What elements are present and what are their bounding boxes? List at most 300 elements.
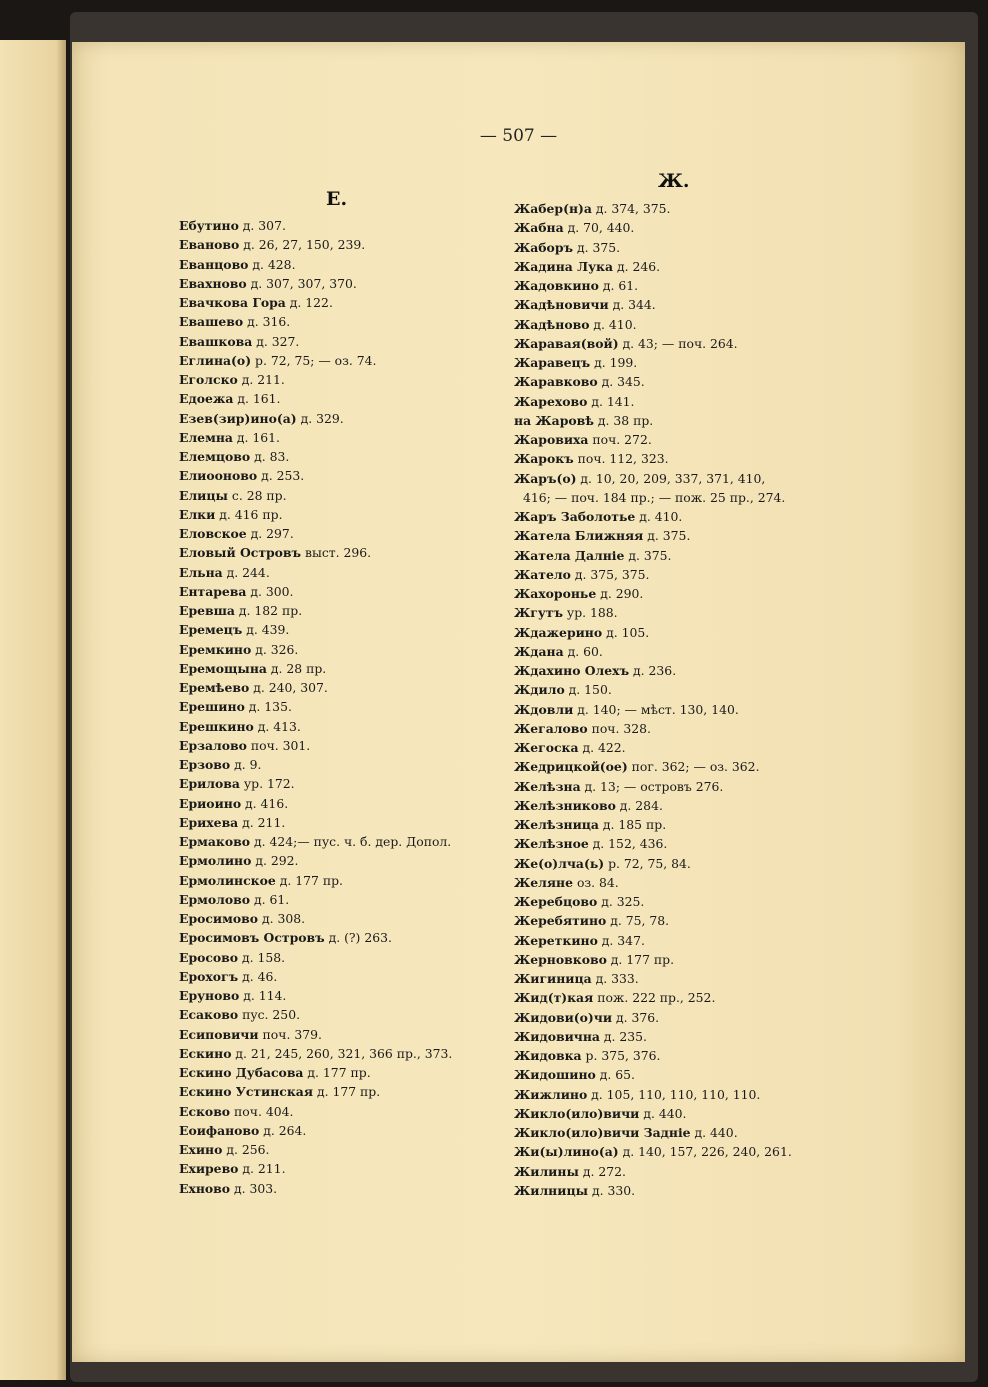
index-entry <box>179 1025 452 1044</box>
page-reference: д. 185 пр. <box>602 817 667 832</box>
index-entry <box>179 293 452 312</box>
place-name: Елицы <box>179 487 228 503</box>
left-column-heading: Е. <box>326 188 348 210</box>
place-name: Еросимово <box>179 911 259 926</box>
place-name: Же(о)лча(ь) <box>514 855 605 871</box>
place-name: Ехино <box>179 1142 223 1157</box>
index-entry <box>514 969 792 988</box>
place-name: Желѣзница <box>514 817 599 832</box>
place-name: Жадѣновичи <box>514 297 609 313</box>
page-reference: д. 416. <box>245 795 289 811</box>
place-name: Жикло(ило)вичи <box>514 1105 640 1121</box>
index-entry <box>514 546 792 565</box>
place-name: Ентарева <box>179 583 247 599</box>
place-name: Еванцово <box>179 256 249 272</box>
page-reference: поч. 112, 323. <box>577 451 669 467</box>
page-reference: д. 410. <box>593 316 637 332</box>
place-name: Жаравая(вой) <box>514 335 619 351</box>
page-reference: д. 211. <box>242 814 286 830</box>
place-name: Ескино Дубасова <box>179 1065 304 1080</box>
page-reference: д. 105. <box>606 624 650 640</box>
page-reference: д. 439. <box>246 622 290 638</box>
page-reference: д. 345. <box>601 374 645 390</box>
page-reference: поч. 404. <box>234 1103 294 1119</box>
index-entry <box>179 755 452 774</box>
page-reference: д. 264. <box>263 1122 307 1138</box>
page-reference: д. 61. <box>602 278 639 293</box>
index-entry <box>514 1123 792 1142</box>
page-reference: д. 235. <box>603 1028 647 1044</box>
place-name: Жадина Лука <box>514 258 614 274</box>
index-entry <box>179 813 452 832</box>
place-name: Ескино Устинская <box>179 1084 313 1100</box>
index-entry <box>514 315 792 334</box>
index-entry <box>514 1027 792 1046</box>
index-entry <box>179 351 452 370</box>
place-name: Жи(ы)лино(а) <box>514 1144 619 1160</box>
page-reference: д. 105, 110, 110, 110, 110. <box>591 1086 761 1102</box>
page-reference: ур. 172. <box>243 776 295 792</box>
place-name: Едоежа <box>179 391 234 407</box>
left-page-edge <box>0 40 66 1380</box>
place-name: Жаръ Заболотье <box>514 509 636 524</box>
page-reference: д. 256. <box>226 1142 270 1157</box>
page-reference: д. 46. <box>242 968 278 984</box>
place-name: Езев(зир)ино(а) <box>179 410 297 426</box>
place-name: Жатела Ближняя <box>514 528 644 544</box>
index-entry <box>514 411 792 430</box>
place-name: Ждахино Олехъ <box>514 663 630 678</box>
page-reference-continued: 416; — поч. 184 пр.; — пож. 25 пр., 274. <box>523 489 786 505</box>
place-name: Еоифаново <box>179 1122 260 1138</box>
index-entry <box>179 659 452 678</box>
index-entry <box>179 409 452 428</box>
page-reference: д. 140, 157, 226, 240, 261. <box>622 1144 792 1160</box>
index-entry <box>514 815 792 834</box>
index-entry <box>514 334 792 353</box>
place-name: Жидови(о)чи <box>514 1009 613 1025</box>
page-reference: поч. 301. <box>250 737 311 753</box>
index-entry <box>179 466 452 485</box>
place-name: Жаръ(о) <box>514 470 577 486</box>
page-reference: д. 43; — поч. 264. <box>622 335 738 351</box>
page-reference: д. 246. <box>616 258 661 274</box>
page-reference: д. 330. <box>591 1182 636 1198</box>
page-reference: д. 158. <box>242 949 286 965</box>
index-entry <box>179 332 452 351</box>
index-entry <box>514 623 792 642</box>
page-reference: д. 60. <box>567 643 603 659</box>
place-name: Ерунoво <box>179 988 240 1003</box>
place-name: Еросимовъ Островъ <box>179 930 325 946</box>
page-reference: д. 83. <box>254 449 290 464</box>
place-name: Ждана <box>514 643 564 659</box>
page-reference: д. 114. <box>243 988 287 1003</box>
place-name: Жижлино <box>514 1086 588 1102</box>
place-name: Еваново <box>179 237 240 253</box>
page-reference: д. 292. <box>255 853 299 869</box>
page-reference: д. 440. <box>694 1125 738 1140</box>
index-entry <box>179 794 452 813</box>
index-entry <box>179 890 452 909</box>
index-entry <box>514 700 792 719</box>
index-entry <box>179 216 452 235</box>
page-reference: д. 38 пр. <box>597 412 654 428</box>
index-entry <box>179 312 452 331</box>
page-reference: р. 72, 75; — оз. 74. <box>255 352 377 368</box>
index-entry <box>179 274 452 293</box>
index-entry <box>514 911 792 930</box>
index-entry <box>179 447 452 466</box>
page-reference: д. 141. <box>591 393 635 409</box>
place-name: Жидовична <box>514 1028 600 1044</box>
place-name: Жаровиха <box>514 432 589 447</box>
page-reference: д. 140; — мѣст. 130, 140. <box>577 701 739 717</box>
index-entry <box>514 584 792 603</box>
index-entry <box>179 370 452 389</box>
index-entry <box>514 1104 792 1123</box>
place-name: Жилины <box>514 1163 579 1179</box>
place-name: Ерзово <box>179 757 231 772</box>
page-reference: ур. 188. <box>566 605 618 621</box>
index-entry <box>179 486 452 505</box>
page-reference: д. 375, 375. <box>574 566 650 582</box>
place-name: Жедрицкой(ое) <box>514 759 628 775</box>
index-entry <box>179 909 452 928</box>
place-name: Ерешкино <box>179 718 254 734</box>
page-reference: р. 72, 75, 84. <box>608 855 691 871</box>
place-name: Ескино <box>179 1045 232 1061</box>
place-name: Жахоронье <box>514 586 597 601</box>
page-reference: д. 70, 440. <box>567 220 635 236</box>
page-reference: д. 122. <box>289 295 333 310</box>
index-entry <box>514 1046 792 1065</box>
index-entry <box>179 736 452 755</box>
place-name: Желѣзное <box>514 836 589 852</box>
place-name: Елки <box>179 506 216 522</box>
index-entry <box>514 449 792 468</box>
index-entry <box>179 1179 452 1198</box>
index-entry <box>514 507 792 526</box>
page-reference: д. 307, 307, 370. <box>250 275 357 291</box>
place-name: Ермолинское <box>179 872 276 888</box>
page-reference: д. 303. <box>234 1180 278 1196</box>
index-entry <box>514 950 792 969</box>
place-name: Жаборъ <box>514 239 573 255</box>
place-name: Ермолово <box>179 891 251 907</box>
place-name: Жилницы <box>514 1182 589 1198</box>
page-reference: д. 428. <box>252 256 296 272</box>
place-name: Жидовка <box>514 1048 582 1063</box>
index-entry <box>514 218 792 237</box>
place-name: Елиоонoво <box>179 468 258 484</box>
place-name: Еремкино <box>179 641 252 657</box>
place-name: Ехново <box>179 1180 231 1196</box>
page-reference: д. 177 пр. <box>316 1084 381 1100</box>
index-entry <box>179 389 452 408</box>
index-entry <box>514 469 792 508</box>
index-entry <box>514 238 792 257</box>
right-column-entries <box>514 199 792 1200</box>
page-reference: д. 300. <box>250 583 294 599</box>
index-entry <box>514 777 792 796</box>
right-column-heading: Ж. <box>658 170 690 192</box>
page-reference: д. 182 пр. <box>238 603 303 618</box>
page-reference: д. 13; — островъ 276. <box>584 778 724 794</box>
place-name: Ждовли <box>514 701 574 717</box>
index-entry <box>179 832 452 851</box>
page-reference: д. 211. <box>242 1161 286 1177</box>
place-name: Еросово <box>179 949 239 965</box>
place-name: Еремощына <box>179 660 267 676</box>
place-name: Жатела Далніе <box>514 547 625 563</box>
page-reference: д. 152, 436. <box>592 836 668 852</box>
page-reference: д. 290. <box>600 586 644 601</box>
index-entry <box>179 543 452 562</box>
index-entry <box>514 854 792 873</box>
index-entry <box>514 796 792 815</box>
left-column-entries <box>179 216 452 1198</box>
place-name: Жадѣново <box>514 316 590 332</box>
index-entry <box>514 1065 792 1084</box>
place-name: Жигиница <box>514 971 592 986</box>
index-entry <box>514 892 792 911</box>
place-name: Елемна <box>179 429 233 445</box>
place-name: Жабер(н)а <box>514 201 592 216</box>
place-name: Жикло(ило)вичи Задніе <box>514 1125 691 1140</box>
place-name: Елемцово <box>179 449 251 464</box>
page-reference: д. 307. <box>242 218 286 233</box>
index-entry <box>179 505 452 524</box>
page-reference: д. 177 пр. <box>279 872 343 888</box>
page-reference: д. 375. <box>647 528 691 544</box>
place-name: Жатело <box>514 566 571 582</box>
index-entry <box>514 738 792 757</box>
index-entry <box>179 1063 452 1082</box>
index-entry <box>179 967 452 986</box>
place-name: Есиповичи <box>179 1026 259 1042</box>
page-reference: д. 240, 307. <box>253 680 328 695</box>
place-name: Еголско <box>179 372 238 387</box>
index-entry <box>514 392 792 411</box>
index-entry <box>179 563 452 582</box>
place-name: Жид(т)кая <box>514 990 594 1006</box>
page-reference: д. 308. <box>261 911 306 926</box>
place-name: Еловское <box>179 526 247 541</box>
index-entry <box>179 640 452 659</box>
page-reference: д. 61. <box>253 891 290 907</box>
page-reference: д. 375. <box>576 239 621 255</box>
place-name: Еремѣево <box>179 680 250 695</box>
index-entry <box>514 661 792 680</box>
index-entry <box>179 428 452 447</box>
page-reference: д. 297. <box>250 526 294 541</box>
page-reference: с. 28 пр. <box>231 487 287 503</box>
place-name: Жегалово <box>514 720 588 736</box>
index-entry <box>179 235 452 254</box>
place-name: Ехирево <box>179 1161 239 1177</box>
page-reference: пус. 250. <box>242 1007 301 1023</box>
page-reference: д. 284. <box>619 797 663 813</box>
page-reference: д. 410. <box>639 509 683 524</box>
index-entry <box>514 988 792 1007</box>
place-name: Жгутъ <box>514 605 563 621</box>
index-entry <box>179 524 452 543</box>
page-reference: д. 21, 245, 260, 321, 366 пр., 373. <box>235 1045 453 1061</box>
page-reference: выст. 296. <box>305 545 372 561</box>
index-entry <box>179 1102 452 1121</box>
page-reference: д. 26, 27, 150, 239. <box>243 237 366 253</box>
index-entry <box>514 353 792 372</box>
place-name: Еловый Островъ <box>179 545 302 561</box>
index-entry <box>179 1159 452 1178</box>
index-entry <box>179 1140 452 1159</box>
index-entry <box>179 948 452 967</box>
index-entry <box>179 1044 452 1063</box>
place-name: Жерновково <box>514 951 607 967</box>
index-entry <box>179 851 452 870</box>
index-entry <box>179 986 452 1005</box>
index-entry <box>179 1121 452 1140</box>
index-entry <box>514 430 792 449</box>
page-reference: д. 376. <box>615 1009 660 1025</box>
index-entry <box>514 1181 792 1200</box>
place-name: Жеребцово <box>514 894 598 909</box>
place-name: Ельна <box>179 564 223 580</box>
page-reference: д. 329. <box>300 410 344 426</box>
place-name: Еревша <box>179 603 235 618</box>
place-name: Жадовкино <box>514 278 599 293</box>
page-reference: д. 325. <box>601 894 645 909</box>
place-name: Желяне <box>514 874 573 890</box>
page-reference: д. 440. <box>643 1105 687 1121</box>
page-reference: д. 253. <box>261 468 305 484</box>
page-reference: д. 333. <box>595 971 639 986</box>
page-number: — 507 — <box>479 126 558 146</box>
place-name: Евашево <box>179 314 244 330</box>
place-name: Еглина(о) <box>179 352 252 368</box>
page-reference: д. 75, 78. <box>610 913 670 929</box>
page-reference: д. 199. <box>594 355 638 370</box>
index-entry <box>179 1005 452 1024</box>
page-reference: д. 424;— пус. ч. б. дер. Допол. <box>253 834 452 849</box>
index-entry <box>179 717 452 736</box>
index-entry <box>514 642 792 661</box>
page-reference: д. (?) 263. <box>328 930 392 946</box>
place-name: Жабна <box>514 220 564 236</box>
index-entry <box>514 757 792 776</box>
index-entry <box>514 1085 792 1104</box>
index-entry <box>514 526 792 545</box>
index-entry <box>179 928 452 947</box>
page-reference: д. 150. <box>568 682 612 698</box>
index-entry <box>179 582 452 601</box>
place-name: Ерзалово <box>179 737 247 753</box>
place-name: Ермолино <box>179 853 252 869</box>
page-reference: д. 272. <box>582 1163 626 1179</box>
place-name: Жеребятино <box>514 913 607 929</box>
page-reference: поч. 272. <box>592 432 652 447</box>
index-entry <box>179 601 452 620</box>
place-name: Ждажерино <box>514 624 603 640</box>
place-name: Жарокъ <box>514 451 574 467</box>
page-reference: р. 375, 376. <box>585 1048 661 1063</box>
page-reference: поч. 379. <box>262 1026 322 1042</box>
page-reference: д. 347. <box>601 932 645 948</box>
place-name: Евашкова <box>179 333 253 349</box>
index-entry <box>514 931 792 950</box>
page-reference: д. 135. <box>248 699 292 715</box>
index-entry <box>179 255 452 274</box>
place-name: Ерешино <box>179 699 245 715</box>
place-name: на Жаровѣ <box>514 412 594 428</box>
index-entry <box>514 257 792 276</box>
page-reference: д. 177 пр. <box>610 951 675 967</box>
index-entry <box>514 873 792 892</box>
page-reference: оз. 84. <box>576 874 619 890</box>
place-name: Жидошино <box>514 1067 596 1083</box>
place-name: Жарехово <box>514 393 588 409</box>
index-entry <box>514 1162 792 1181</box>
index-entry <box>514 295 792 314</box>
page-reference: д. 327. <box>256 333 300 349</box>
index-entry <box>514 199 792 218</box>
index-entry <box>179 871 452 890</box>
place-name: Желѣзниково <box>514 797 616 813</box>
page-reference: д. 161. <box>236 429 280 445</box>
index-entry <box>514 719 792 738</box>
place-name: Ериоино <box>179 795 242 811</box>
page-reference: д. 316. <box>247 314 291 330</box>
place-name: Жегоска <box>514 740 579 755</box>
place-name: Ермаково <box>179 834 250 849</box>
page-reference: д. 374, 375. <box>595 201 671 216</box>
page-reference: д. 326. <box>255 641 299 657</box>
page-reference: д. 413. <box>257 718 301 734</box>
index-entry <box>514 276 792 295</box>
index-entry <box>179 678 452 697</box>
index-entry <box>179 1082 452 1101</box>
index-entry <box>179 697 452 716</box>
place-name: Еремецъ <box>179 622 243 638</box>
index-entry <box>514 1008 792 1027</box>
book-page <box>72 42 965 1362</box>
page-reference: д. 344. <box>612 297 656 313</box>
index-entry <box>514 372 792 391</box>
place-name: Ерихева <box>179 814 239 830</box>
page-reference: д. 177 пр. <box>307 1065 371 1080</box>
place-name: Ждило <box>514 682 565 698</box>
page-reference: д. 211. <box>241 372 285 387</box>
page-reference: д. 236. <box>633 663 677 678</box>
index-entry <box>179 620 452 639</box>
page-reference: пог. 362; — оз. 362. <box>631 759 760 775</box>
place-name: Ерилова <box>179 776 240 792</box>
index-entry <box>514 603 792 622</box>
page-reference: пож. 222 пр., 252. <box>597 990 716 1006</box>
place-name: Жаравково <box>514 374 598 390</box>
place-name: Жаравецъ <box>514 355 591 370</box>
page-reference: д. 65. <box>599 1067 635 1083</box>
index-entry <box>514 834 792 853</box>
place-name: Есаково <box>179 1007 239 1023</box>
place-name: Ебутино <box>179 218 239 233</box>
place-name: Ерохогъ <box>179 968 239 984</box>
page-reference: д. 416 пр. <box>219 506 283 522</box>
place-name: Есково <box>179 1103 231 1119</box>
index-entry <box>514 680 792 699</box>
page-reference: д. 9. <box>234 757 262 772</box>
